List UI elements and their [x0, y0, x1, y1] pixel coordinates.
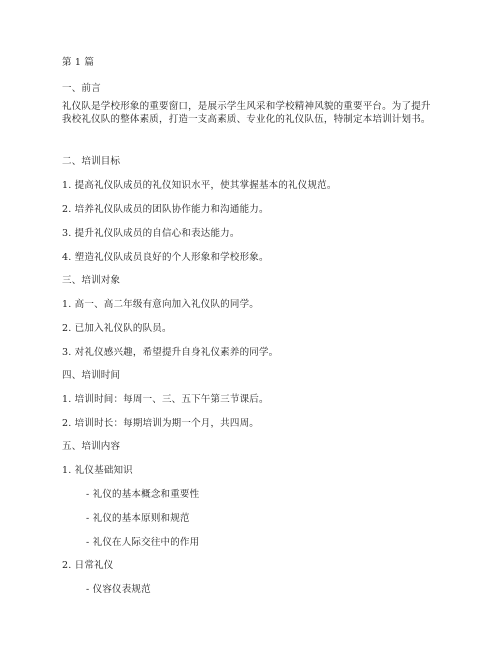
- sub-list-item: - 仪容仪表规范: [86, 584, 151, 595]
- section-heading-schedule: 四、培训时间: [62, 370, 121, 381]
- sub-list-item: - 礼仪的基本原则和规范: [86, 513, 190, 524]
- list-item: 1. 高一、高二年级有意向加入礼仪队的同学。: [62, 299, 259, 310]
- sub-list-item: - 礼仪的基本概念和重要性: [86, 489, 200, 500]
- list-item: 2. 培养礼仪队成员的团队协作能力和沟通能力。: [62, 204, 269, 215]
- list-item: 1. 提高礼仪队成员的礼仪知识水平，使其掌握基本的礼仪规范。: [62, 180, 337, 191]
- list-item: 3. 提升礼仪队成员的自信心和表达能力。: [62, 228, 240, 239]
- list-item: 1. 培训时间：每周一、三、五下午第三节课后。: [62, 394, 269, 405]
- section-heading-goals: 二、培训目标: [62, 156, 121, 167]
- list-item: 2. 日常礼仪: [62, 560, 114, 571]
- part-title: 第 1 篇: [62, 57, 95, 68]
- sub-list-item: - 礼仪在人际交往中的作用: [86, 537, 200, 548]
- section-heading-preface: 一、前言: [62, 83, 101, 94]
- list-item: 4. 塑造礼仪队成员良好的个人形象和学校形象。: [62, 252, 269, 263]
- section-heading-content: 五、培训内容: [62, 441, 121, 452]
- section-heading-audience: 三、培训对象: [62, 275, 121, 286]
- preface-paragraph: 礼仪队是学校形象的重要窗口，是展示学生风采和学校精神风貌的重要平台。为了提升我校礼仪队的整体素质，打造一支高素质、专业化的礼仪队伍，特制定本培训计划书。: [62, 101, 431, 125]
- list-item: 3. 对礼仪感兴趣，希望提升自身礼仪素养的同学。: [62, 347, 279, 358]
- list-item: 2. 培训时长：每期培训为期一个月，共四周。: [62, 418, 259, 429]
- list-item: 2. 已加入礼仪队的队员。: [62, 323, 172, 334]
- list-item: 1. 礼仪基础知识: [62, 465, 133, 476]
